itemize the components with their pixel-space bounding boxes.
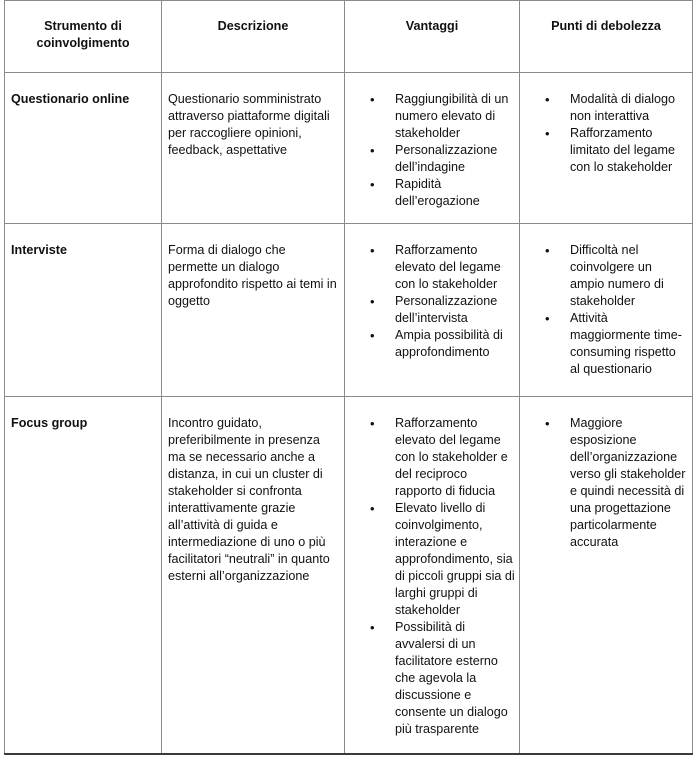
list-item: • Rapidità dell’erogazione [345, 176, 515, 210]
list-item: • Rafforzamento elevato del legame con lo stakeholder e del reciproco rapporto di fiducia [345, 415, 515, 500]
weaknesses-list [520, 224, 692, 378]
tool-name: Questionario online [11, 92, 130, 106]
advantages-list [345, 73, 519, 210]
list-item: • Difficoltà nel coinvolgere un ampio numero di stakeholder [520, 242, 688, 310]
table-row [5, 397, 693, 754]
list-item: • Personalizzazione dell’intervista [345, 293, 515, 327]
advantages-cell [345, 397, 520, 754]
list-item: • Possibilità di avvalersi di un facilitatore esterno che agevola la discussione e consente un dialogo più trasparente [345, 619, 515, 738]
header-description: Descrizione [217, 19, 289, 33]
list-item: • Maggiore esposizione dell’organizzazione verso gli stakeholder e quindi necessità di una progettazione particolarmente accurata [520, 415, 688, 551]
description-text: Questionario somministrato attraverso piattaforme digitali per raccogliere opinioni, feedback, aspettative [168, 92, 330, 157]
list-item: • Elevato livello di coinvolgimento, interazione e approfondimento, sia di piccoli gruppi sia di larghi gruppi di stakeholder [345, 500, 515, 619]
list-item: • Ampia possibilità di approfondimento [345, 327, 515, 361]
list-item: • Rafforzamento limitato del legame con lo stakeholder [520, 125, 688, 176]
advantages-cell [345, 73, 520, 224]
weaknesses-cell [520, 73, 693, 224]
weaknesses-cell [520, 224, 693, 397]
tool-name: Focus group [11, 416, 88, 430]
tool-cell [5, 397, 162, 754]
list-item: • Modalità di dialogo non interattiva [520, 91, 688, 125]
weaknesses-list [520, 73, 692, 176]
advantages-list [345, 397, 519, 738]
advantages-list [345, 224, 519, 361]
list-item: • Raggiungibilità di un numero elevato di stakeholder [345, 91, 515, 142]
table-row [5, 73, 693, 224]
engagement-tools-table [4, 0, 693, 755]
header-row [5, 1, 693, 73]
header-advantages: Vantaggi [405, 19, 459, 33]
header-tool: Strumento di coinvolgimento [36, 19, 130, 50]
advantages-cell [345, 224, 520, 397]
description-text: Incontro guidato, preferibilmente in presenza ma se necessario anche a distanza, in cui un cluster di stakeholder si confronta interattivamente grazie all’attività di guida e intermediazione di uno o più facilitatori “neutrali” in quanto esterni all’organizzazione [168, 416, 330, 583]
header-weaknesses: Punti di debolezza [551, 19, 661, 33]
tool-cell [5, 73, 162, 224]
header-cell-description [162, 1, 345, 73]
header-cell-weaknesses [520, 1, 693, 73]
description-cell [162, 397, 345, 754]
weaknesses-list [520, 397, 692, 551]
list-item: • Attività maggiormente time-consuming rispetto al questionario [520, 310, 688, 378]
header-cell-tool [5, 1, 162, 73]
weaknesses-cell [520, 397, 693, 754]
description-text: Forma di dialogo che permette un dialogo approfondito rispetto ai temi in oggetto [168, 243, 337, 308]
tool-name: Interviste [11, 243, 67, 257]
tool-cell [5, 224, 162, 397]
list-item: • Rafforzamento elevato del legame con lo stakeholder [345, 242, 515, 293]
list-item: • Personalizzazione dell’indagine [345, 142, 515, 176]
table-row [5, 224, 693, 397]
description-cell [162, 224, 345, 397]
header-cell-advantages [345, 1, 520, 73]
description-cell [162, 73, 345, 224]
